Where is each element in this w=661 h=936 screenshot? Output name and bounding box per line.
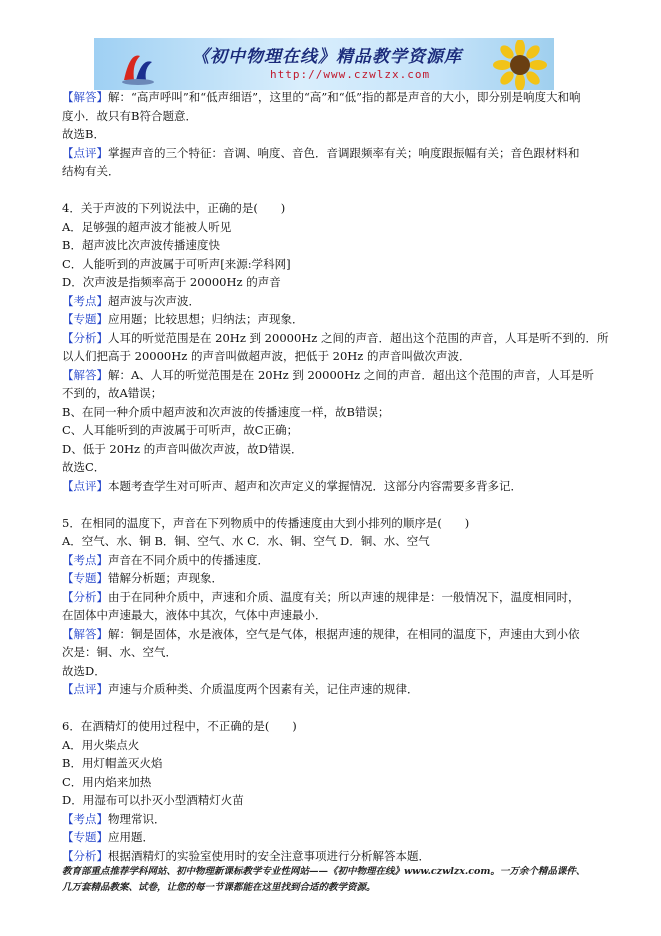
- page-footer: [62, 864, 622, 896]
- text-line: [62, 310, 602, 329]
- text-line: [62, 347, 602, 366]
- text-line: [62, 514, 602, 533]
- line-text: A．空气、水、铜 B．铜、空气、水 C．水、铜、空气 D．铜、水、空气: [62, 534, 430, 548]
- section-tag: 【点评】: [62, 478, 108, 493]
- line-text: B、在同一种介质中超声波和次声波的传播速度一样，故B错误；: [62, 404, 390, 419]
- text-line: [62, 107, 602, 126]
- line-text: D．次声波是指频率高于 20000Hz 的声音: [62, 275, 281, 289]
- line-text: 声速与介质种类、介质温度两个因素有关，记住声速的规律．: [108, 682, 419, 696]
- text-line: [62, 440, 602, 459]
- header-banner: [94, 38, 554, 90]
- line-text: D、低于 20Hz 的声音叫做次声波，故D错误．: [62, 441, 303, 456]
- text-line: [62, 273, 602, 292]
- block-gap: [62, 181, 602, 200]
- text-line: [62, 366, 602, 385]
- line-text: 故选C．: [62, 460, 106, 474]
- line-text: C．用内焰来加热: [62, 774, 152, 789]
- text-line: [62, 125, 602, 144]
- text-line: [62, 754, 602, 773]
- section-tag: 【解答】: [62, 626, 108, 641]
- line-text: 根据酒精灯的实验室使用时的安全注意事项进行分析解答本题．: [108, 848, 430, 863]
- text-line: [62, 532, 602, 551]
- line-text: B．用灯帽盖灭火焰: [62, 756, 163, 770]
- section-tag: 【解答】: [62, 90, 108, 104]
- text-line: [62, 569, 602, 588]
- text-line: [62, 329, 609, 348]
- text-line: [62, 773, 602, 792]
- text-line: [62, 662, 602, 681]
- line-text: 人耳的听觉范围是在 20Hz 到 20000Hz 之间的声音．超出这个范围的声音，人耳是听不到的．所: [108, 330, 609, 345]
- line-text: 度小．故只有B符合题意．: [62, 108, 197, 123]
- line-text: C、人耳能听到的声波属于可听声，故C正确；: [62, 423, 299, 437]
- section-tag: 【解答】: [62, 367, 108, 382]
- text-line: [62, 791, 602, 810]
- text-line: [62, 736, 602, 755]
- text-line: [62, 162, 602, 181]
- line-text: 掌握声音的三个特征：音调、响度、音色．音调跟频率有关；响度跟振幅有关；音色跟材料和: [108, 145, 580, 160]
- text-line: [62, 199, 602, 218]
- line-text: 6．在酒精灯的使用过程中，不正确的是( ): [62, 719, 297, 733]
- section-tag: 【专题】: [62, 312, 108, 326]
- document-body: [62, 88, 609, 865]
- section-tag: 【考点】: [62, 293, 108, 308]
- section-tag: 【分析】: [62, 330, 108, 345]
- line-text: 解：铜是固体，水是液体，空气是气体，根据声速的规律，在相同的温度下，声速由大到小依: [108, 626, 580, 641]
- line-text: 结构有关．: [62, 164, 120, 178]
- text-line: [62, 218, 602, 237]
- section-tag: 【分析】: [62, 589, 108, 604]
- line-text: 4．关于声波的下列说法中，正确的是( ): [62, 201, 286, 215]
- text-line: [62, 144, 602, 163]
- section-tag: 【专题】: [62, 571, 108, 585]
- line-text: 应用题；比较思想；归纳法；声现象．: [108, 312, 304, 326]
- line-text: 声音在不同介质中的传播速度．: [108, 552, 269, 567]
- text-line: [62, 643, 602, 662]
- text-line: [62, 680, 602, 699]
- footer-line: 教育部重点推荐学科网站、初中物理新课标教学专业性网站——《初中物理在线》www.czwlzx.com。一万余个精品课件、: [62, 866, 586, 877]
- line-text: A．足够强的超声波才能被人听见: [62, 219, 232, 234]
- text-line: [62, 255, 602, 274]
- text-line: [62, 551, 602, 570]
- line-text: C．人能听到的声波属于可听声[来源:学科网]: [62, 256, 291, 271]
- line-text: A．用火柴点火: [62, 737, 140, 752]
- section-tag: 【专题】: [62, 830, 108, 844]
- text-line: [62, 403, 602, 422]
- line-text: D．用湿布可以扑灭小型酒精灯火苗: [62, 793, 244, 807]
- text-line: [62, 236, 602, 255]
- section-tag: 【点评】: [62, 145, 108, 160]
- text-line: [62, 717, 602, 736]
- footer-line: 几万套精品教案、试卷，让您的每一节课都能在这里找到合适的教学资源。: [62, 882, 376, 893]
- block-gap: [62, 699, 602, 718]
- line-text: 不到的，故A错误；: [62, 386, 163, 400]
- line-text: 本题考查学生对可听声、超声和次声定义的掌握情况．这部分内容需要多背多记．: [108, 478, 522, 493]
- line-text: 由于在同种介质中，声速和介质、温度有关；所以声速的规律是：一般情况下，温度相同时，: [108, 589, 580, 604]
- text-line: [62, 847, 602, 866]
- line-text: 5．在相同的温度下，声音在下列物质中的传播速度由大到小排列的顺序是( ): [62, 515, 470, 530]
- text-line: [62, 421, 602, 440]
- text-line: [62, 477, 602, 496]
- text-line: [62, 828, 602, 847]
- text-line: [62, 810, 602, 829]
- site-logo-icon: [118, 46, 158, 86]
- section-tag: 【分析】: [62, 848, 108, 863]
- text-line: [62, 384, 602, 403]
- header-url[interactable]: http://www.czwlzx.com: [270, 68, 431, 81]
- line-text: 错解分析题；声现象．: [108, 571, 223, 585]
- text-line: [62, 292, 602, 311]
- line-text: 故选B．: [62, 127, 105, 141]
- line-text: 在固体中声速最大，液体中其次，气体中声速最小．: [62, 608, 327, 622]
- text-line: [62, 588, 602, 607]
- line-text: 物理常识．: [108, 811, 166, 826]
- line-text: 以人们把高于 20000Hz 的声音叫做超声波，把低于 20Hz 的声音叫做次声波．: [62, 349, 471, 363]
- text-line: [62, 625, 602, 644]
- sunflower-icon: [492, 40, 548, 90]
- text-line: [62, 88, 602, 107]
- section-tag: 【考点】: [62, 811, 108, 826]
- line-text: 超声波与次声波．: [108, 293, 200, 308]
- line-text: 应用题．: [108, 830, 154, 844]
- section-tag: 【考点】: [62, 552, 108, 567]
- section-tag: 【点评】: [62, 682, 108, 696]
- text-line: [62, 458, 602, 477]
- line-text: 次是：铜、水、空气．: [62, 645, 177, 659]
- line-text: 解：“高声呼叫”和“低声细语”，这里的“高”和“低”指的都是声音的大小，即分别是响度大和响: [108, 90, 581, 104]
- text-line: [62, 606, 602, 625]
- line-text: 解：A、人耳的听觉范围是在 20Hz 到 20000Hz 之间的声音．超出这个范围的声音，人耳是听: [108, 367, 594, 382]
- block-gap: [62, 495, 602, 514]
- line-text: 故选D．: [62, 663, 106, 678]
- header-title: 《初中物理在线》精品教学资源库: [192, 47, 462, 67]
- line-text: B．超声波比次声波传播速度快: [62, 238, 220, 252]
